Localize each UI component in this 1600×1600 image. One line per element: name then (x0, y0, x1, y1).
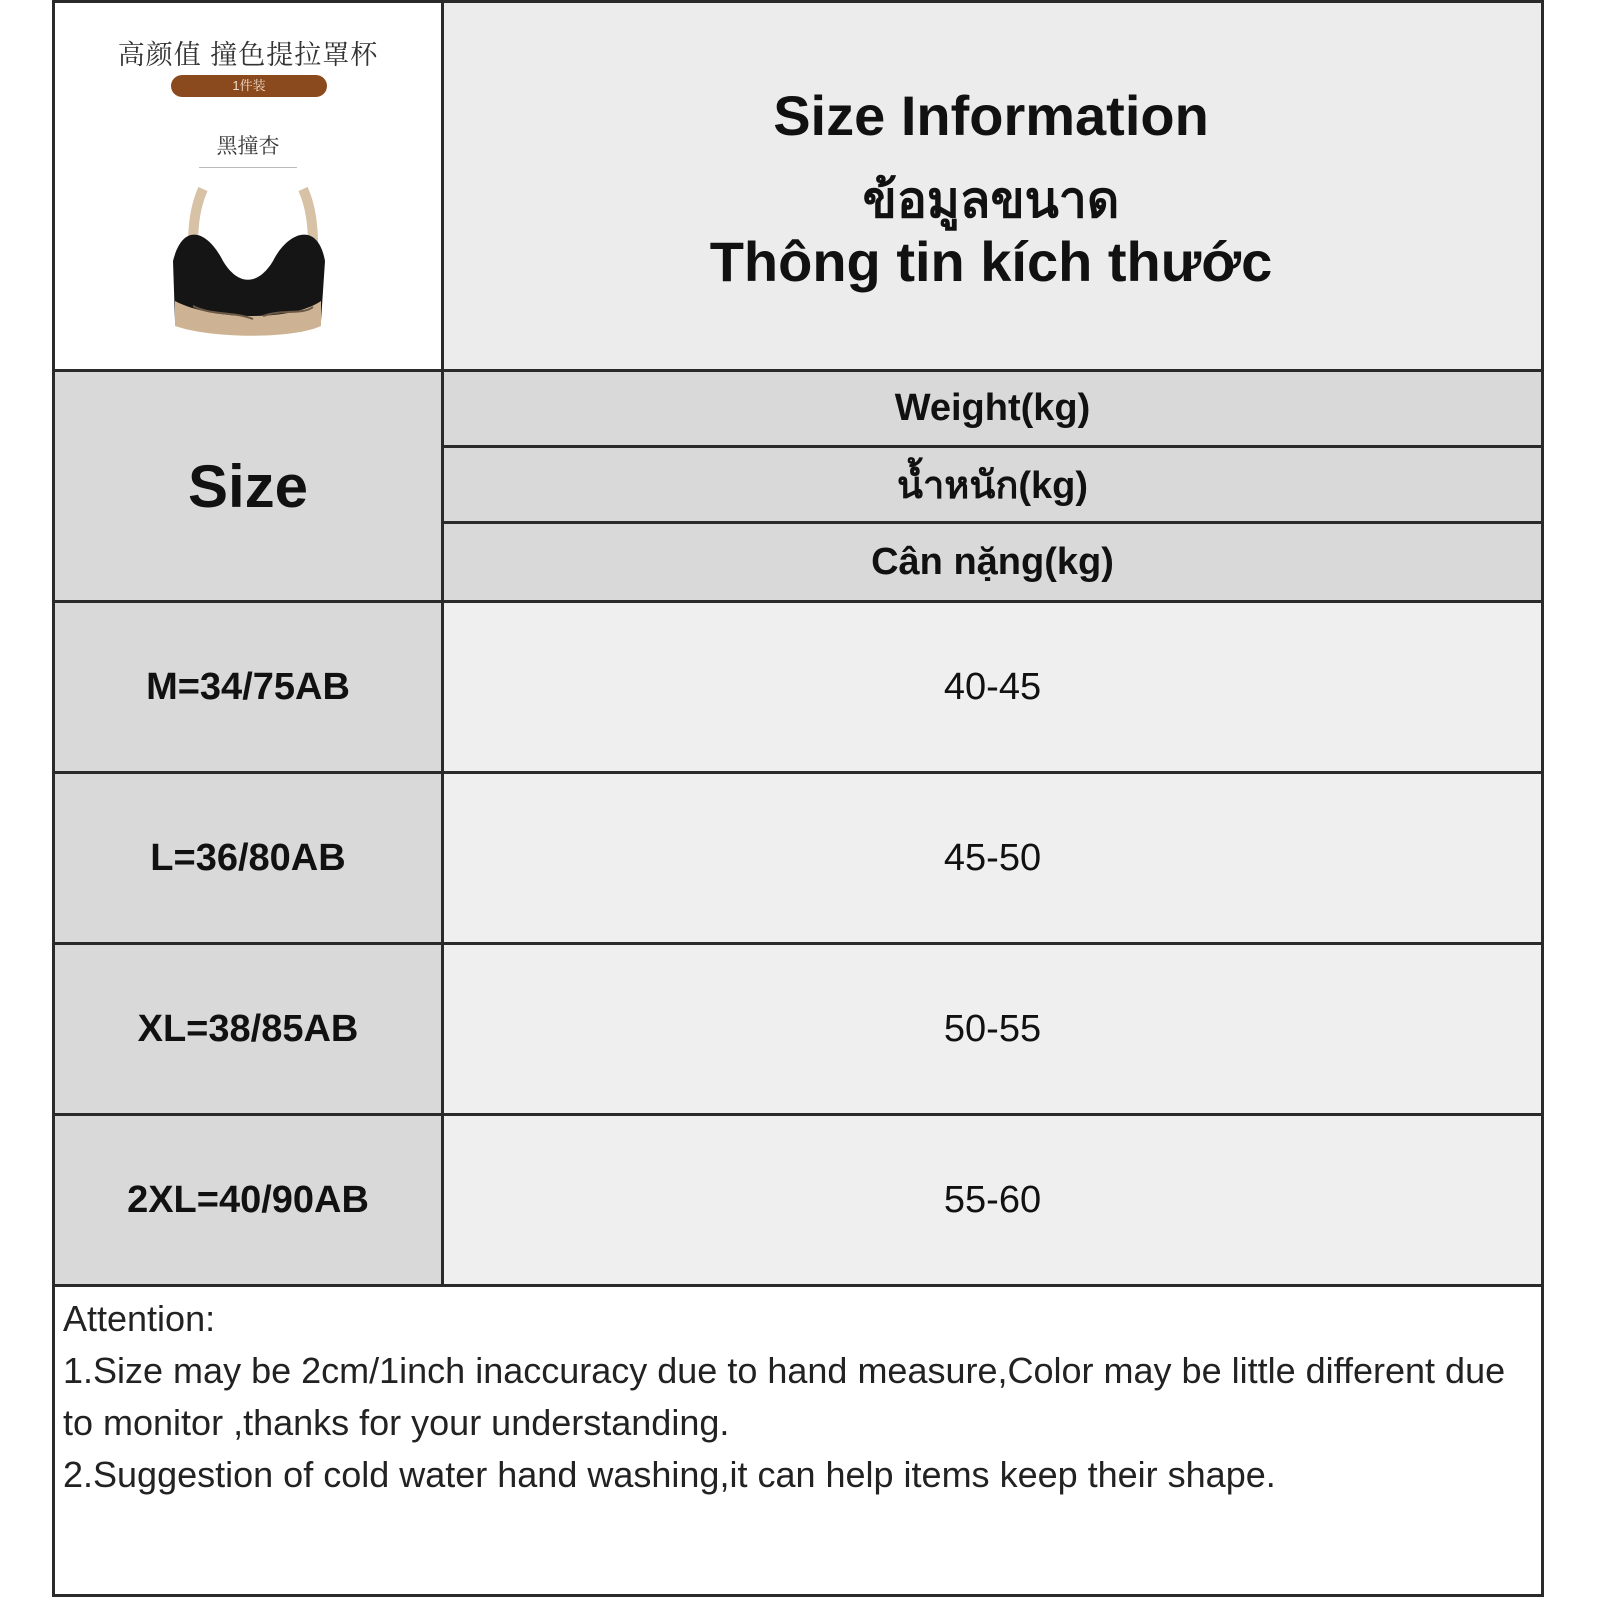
product-divider (199, 161, 297, 168)
table-row-size (55, 1116, 441, 1284)
header-title-vi: Thông tin kích thước (709, 230, 1273, 293)
table-row-weight (444, 1116, 1541, 1284)
grid-divider (444, 445, 1541, 448)
product-title: 高颜值 撞色提拉罩杯 (117, 40, 379, 70)
table-row-weight (444, 945, 1541, 1113)
table-row-weight (444, 603, 1541, 771)
grid-divider (55, 600, 1541, 603)
size-cell: 2XL=40/90AB (127, 1178, 369, 1221)
product-color-label: 黑撞杏 (216, 135, 280, 158)
header-title-en: Size Information (773, 84, 1209, 147)
size-header-label: Size (187, 452, 309, 520)
grid-divider (55, 369, 1541, 372)
weight-header-en (444, 372, 1541, 445)
weight-header-th-label: น้ำหนัก(kg) (896, 465, 1088, 507)
weight-header-vi (444, 524, 1541, 600)
product-pack-badge: 1件装 (171, 75, 327, 97)
table-row-weight (444, 774, 1541, 942)
weight-cell: 40-45 (943, 665, 1042, 708)
weight-cell: 50-55 (943, 1007, 1042, 1050)
grid-divider (441, 3, 444, 1287)
weight-header-en-label: Weight(kg) (894, 387, 1091, 429)
weight-header-vi-label: Cân nặng(kg) (871, 540, 1114, 583)
table-row-size (55, 774, 441, 942)
grid-divider (444, 521, 1541, 524)
table-row-size (55, 603, 441, 771)
grid-divider (55, 771, 1541, 774)
note-item: 1.Size may be 2cm/1inch inaccuracy due to hand measure,Color may be little different due to monitor ,thanks for your understanding. (63, 1350, 1506, 1443)
bra-product-image (153, 181, 343, 341)
notes-title: Attention: (63, 1298, 216, 1339)
note-item: 2.Suggestion of cold water hand washing,it can help items keep their shape. (63, 1454, 1276, 1495)
weight-cell: 45-50 (943, 836, 1042, 879)
attention-notes (55, 1287, 1541, 1594)
size-information-header (441, 3, 1541, 369)
product-image-card (55, 3, 441, 369)
weight-cell: 55-60 (943, 1178, 1042, 1221)
grid-divider (55, 1113, 1541, 1116)
table-row-size (55, 945, 441, 1113)
header-title-th: ข้อมูลขนาด (862, 172, 1120, 228)
size-cell: XL=38/85AB (137, 1007, 359, 1050)
size-cell: M=34/75AB (146, 665, 350, 708)
size-column-header (55, 372, 441, 600)
size-chart (52, 0, 1544, 1597)
weight-header-th (444, 448, 1541, 521)
size-cell: L=36/80AB (150, 836, 346, 879)
grid-divider (55, 942, 1541, 945)
